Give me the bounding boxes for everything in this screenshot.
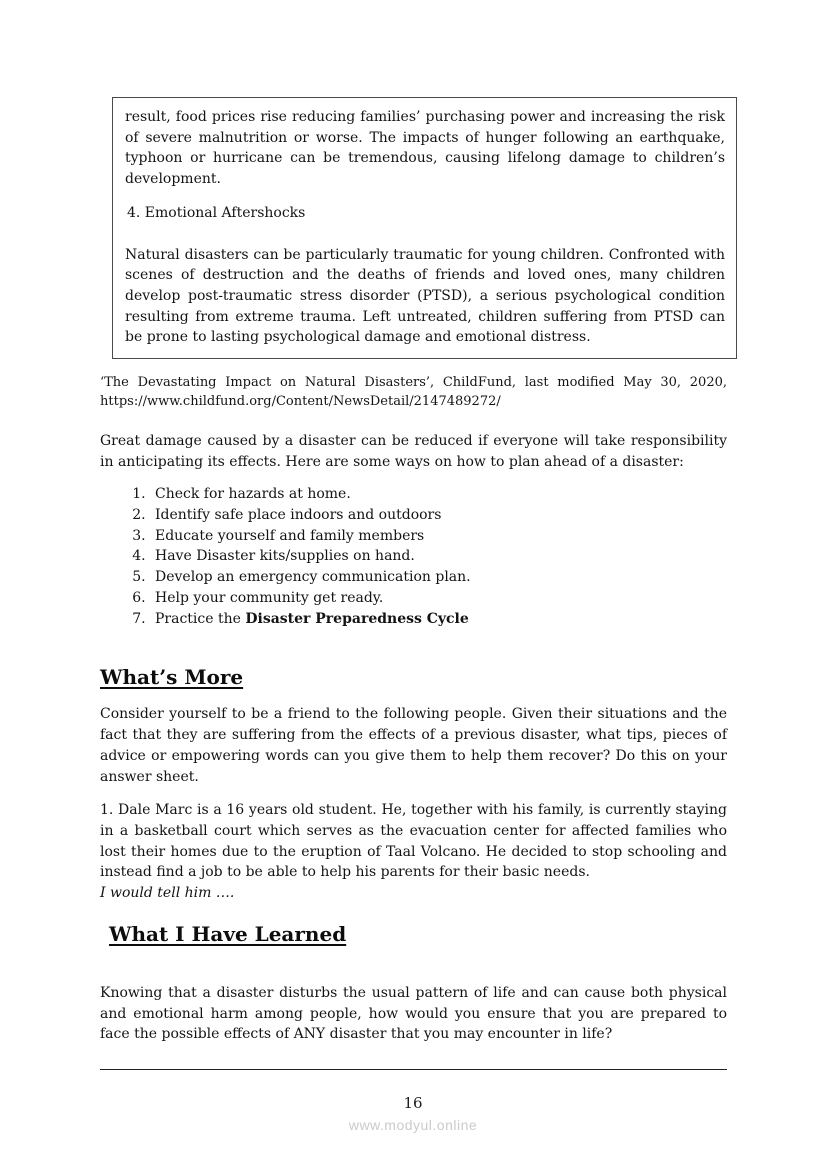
list-item: 2. Identify safe place indoors and outdoors — [150, 505, 727, 526]
list-item: 5. Develop an emergency communication plan. — [150, 567, 727, 588]
case-dale-marc — [100, 800, 727, 904]
whats-more-instructions: Consider yourself to be a friend to the following people. Given their situations and the fact that they are suffering from the effects of a previous disaster, what tips, pieces of advice or empowering words can you give them to help them recover? Do this on your answer sheet. — [100, 706, 727, 785]
whats-more-heading: What’s More — [100, 665, 244, 690]
watermark: www.modyul.online — [348, 1117, 478, 1133]
case-text: 1. Dale Marc is a 16 years old student. He, together with his family, is currently staying in a basketball court which serves as the evacuation center for affected families who lost their homes due to the eruption of Taal Volcano. He decided to stop schooling and instead find a job to be able to help his parents for their basic needs. — [100, 802, 727, 881]
list-item-text: Practice the — [155, 610, 246, 627]
list-item: 4. Have Disaster kits/supplies on hand. — [150, 546, 727, 567]
excerpt-subheading: 4. Emotional Aftershocks — [127, 204, 306, 221]
preparedness-list — [100, 484, 727, 629]
list-item: 1. Check for hazards at home. — [150, 484, 727, 505]
list-item: 3. Educate yourself and family members — [150, 526, 727, 547]
case-prompt: I would tell him …. — [100, 885, 235, 902]
list-item-bold-text: Disaster Preparedness Cycle — [245, 610, 469, 627]
list-item: 6. Help your community get ready. — [150, 588, 727, 609]
excerpt-paragraph-2: Natural disasters can be particularly traumatic for young children. Confronted with scenes of destruction and the deaths of friends and loved ones, many children develop post-traumatic stress disorder (PTSD), a serious psychological condition resulting from extreme trauma. Left untreated, children suffering from PTSD can be prone to lasting psychological damage and emotional distress. — [125, 246, 725, 346]
page-number: 16 — [403, 1094, 423, 1112]
answer-line — [100, 1069, 727, 1070]
list-item — [150, 609, 727, 630]
learned-question: Knowing that a disaster disturbs the usual pattern of life and can cause both physical and emotional harm among people, how would you ensure that you are prepared to face the possible effects of ANY disaster that you may encounter in life? — [100, 984, 727, 1043]
excerpt-box — [112, 97, 737, 359]
excerpt-paragraph-1: result, food prices rise reducing families’ purchasing power and increasing the risk of severe malnutrition or worse. The impacts of hunger following an earthquake, typhoon or hurricane can be tremendous, causing lifelong damage to children’s development. — [125, 109, 725, 188]
what-i-have-learned-heading: What I Have Learned — [109, 921, 347, 946]
plan-intro: Great damage caused by a disaster can be reduced if everyone will take responsibility in anticipating its effects. Here are some ways on how to plan ahead of a disaster: — [100, 432, 727, 470]
citation: ‘The Devastating Impact on Natural Disasters’, ChildFund, last modified May 30, 2020, https://www.childfund.org/Content/NewsDetail/2147489272/ — [100, 375, 727, 410]
